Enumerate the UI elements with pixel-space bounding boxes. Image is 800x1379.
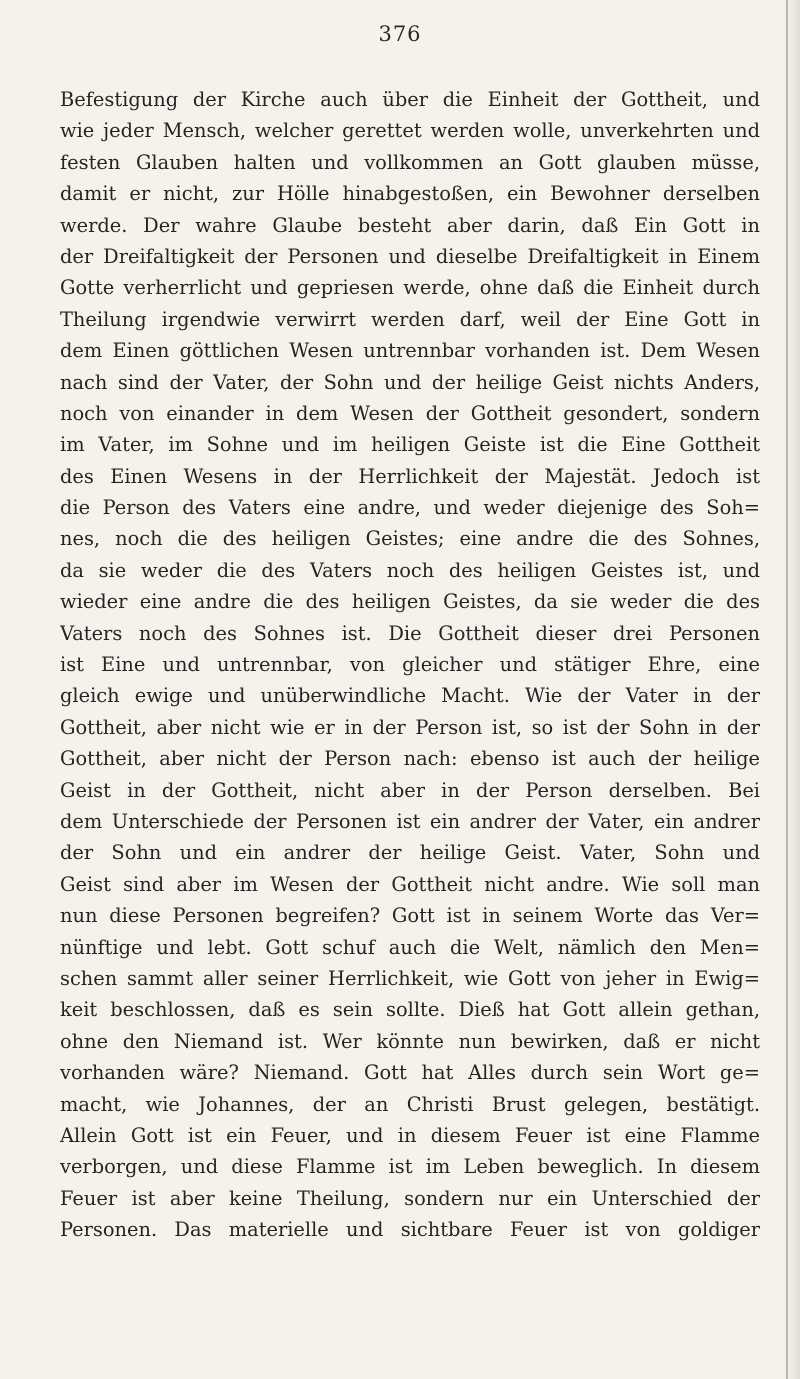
text-line: macht, wie Johannes, der an Christi Brust gelegen, bestätigt. <box>60 1092 760 1116</box>
text-line: noch von einander in dem Wesen der Gottheit gesondert, sondern <box>60 401 760 425</box>
text-line: vorhanden wäre? Niemand. Gott hat Alles durch sein Wort ge= <box>60 1061 760 1085</box>
text-line: die Person des Vaters eine andre, und weder diejenige des Soh= <box>60 496 760 520</box>
text-line: dem Einen göttlichen Wesen untrennbar vorhanden ist. Dem Wesen <box>60 339 760 363</box>
text-line: nes, noch die des heiligen Geistes; eine andre die des Sohnes, <box>60 527 760 551</box>
text-line: der Dreifaltigkeit der Personen und dieselbe Dreifaltigkeit in Einem <box>60 244 760 268</box>
text-line: festen Glauben halten und vollkommen an Gott glauben müsse, <box>60 150 760 174</box>
page-edge-line <box>786 0 788 1379</box>
text-line: ohne den Niemand ist. Wer könnte nun bewirken, daß er nicht <box>60 1029 760 1053</box>
text-line: Theilung irgendwie verwirrt werden darf, weil der Eine Gott in <box>60 307 760 331</box>
text-line: Gottheit, aber nicht wie er in der Person ist, so ist der Sohn in der <box>60 715 760 739</box>
text-line: Vaters noch des Sohnes ist. Die Gottheit dieser drei Personen <box>60 621 760 645</box>
text-line: Geist sind aber im Wesen der Gottheit nicht andre. Wie soll man <box>60 872 760 896</box>
text-line: Personen. Das materielle und sichtbare Feuer ist von goldiger <box>60 1218 760 1242</box>
text-line: nun diese Personen begreifen? Gott ist in seinem Worte das Ver= <box>60 904 760 928</box>
page-edge-shadow <box>782 0 800 1379</box>
text-line: wieder eine andre die des heiligen Geistes, da sie weder die des <box>60 590 760 614</box>
text-line: gleich ewige und unüberwindliche Macht. Wie der Vater in der <box>60 684 760 708</box>
text-line: ist Eine und untrennbar, von gleicher und stätiger Ehre, eine <box>60 653 760 677</box>
text-line: da sie weder die des Vaters noch des heiligen Geistes ist, und <box>60 558 760 582</box>
text-line: Feuer ist aber keine Theilung, sondern nur ein Unterschied der <box>60 1186 760 1210</box>
text-line: wie jeder Mensch, welcher gerettet werden wolle, unverkehrten und <box>60 119 760 143</box>
text-line: der Sohn und ein andrer der heilige Geist. Vater, Sohn und <box>60 841 760 865</box>
text-line: Geist in der Gottheit, nicht aber in der Person derselben. Bei <box>60 778 760 802</box>
text-line: nünftige und lebt. Gott schuf auch die Welt, nämlich den Men= <box>60 935 760 959</box>
text-line: im Vater, im Sohne und im heiligen Geiste ist die Eine Gottheit <box>60 433 760 457</box>
text-line: werde. Der wahre Glaube besteht aber darin, daß Ein Gott in <box>60 213 760 237</box>
text-line: des Einen Wesens in der Herrlichkeit der Majestät. Jedoch ist <box>60 464 760 488</box>
text-line: schen sammt aller seiner Herrlichkeit, wie Gott von jeher in Ewig= <box>60 966 760 990</box>
text-line: verborgen, und diese Flamme ist im Leben beweglich. In diesem <box>60 1155 760 1179</box>
text-line: Befestigung der Kirche auch über die Einheit der Gottheit, und <box>60 88 760 111</box>
text-line: keit beschlossen, daß es sein sollte. Dieß hat Gott allein gethan, <box>60 998 760 1022</box>
text-line: damit er nicht, zur Hölle hinabgestoßen, ein Bewohner derselben <box>60 182 760 206</box>
text-line: Gotte verherrlicht und gepriesen werde, ohne daß die Einheit durch <box>60 276 760 300</box>
page-number: 376 <box>378 22 422 46</box>
text-line: dem Unterschiede der Personen ist ein andrer der Vater, ein andrer <box>60 809 760 833</box>
text-line: nach sind der Vater, der Sohn und der heilige Geist nichts Anders, <box>60 370 760 394</box>
text-line: Gottheit, aber nicht der Person nach: ebenso ist auch der heilige <box>60 747 760 771</box>
body-text <box>60 84 760 1245</box>
text-line: Allein Gott ist ein Feuer, und in diesem Feuer ist eine Flamme <box>60 1123 760 1147</box>
